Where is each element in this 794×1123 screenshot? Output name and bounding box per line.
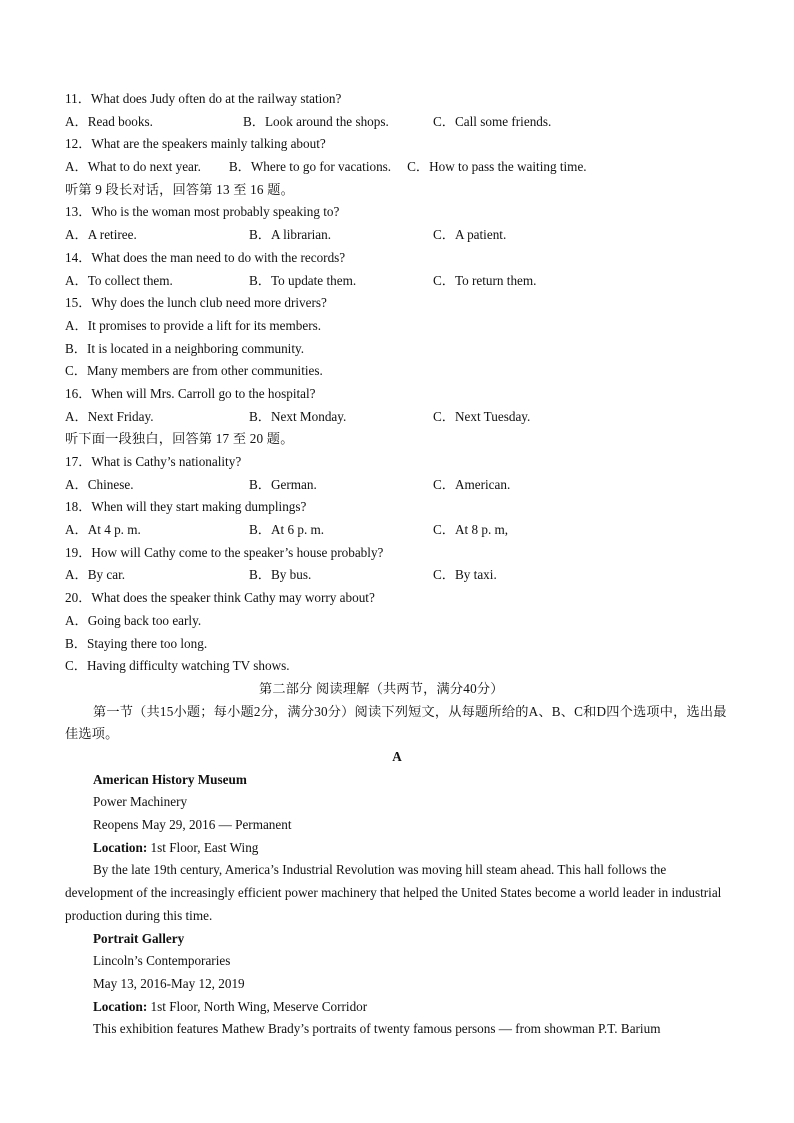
option-c: C．A patient. bbox=[433, 227, 507, 243]
option-c: C．Next Tuesday. bbox=[433, 408, 531, 424]
option-b: B．German. bbox=[249, 476, 317, 492]
options-18 bbox=[0, 519, 794, 542]
option-a: A．Next Friday. bbox=[65, 408, 154, 424]
options-19 bbox=[0, 564, 794, 587]
option-15-c: C．Many members are from other communities. bbox=[65, 363, 323, 379]
section-one-instruction bbox=[0, 701, 794, 746]
option-20-a: A．Going back too early. bbox=[65, 612, 202, 628]
exhibit-1-description-text: By the late 19th century, America’s Industrial Revolution was moving hill steam ahead. This hall follows the development of the increasingly efficient power machinery that helped the United States become a world leader in industrial production during this time. bbox=[65, 862, 722, 923]
question-14: 14．What does the man need to do with the records? bbox=[65, 249, 346, 265]
exhibit-1-location bbox=[0, 837, 794, 860]
document-page bbox=[0, 88, 794, 1041]
exhibit-2-description: This exhibition features Mathew Brady’s portraits of twenty famous persons — from showman P.T. Barium bbox=[93, 1021, 661, 1037]
options-12 bbox=[0, 156, 794, 179]
exhibit-1-dates: Reopens May 29, 2016 — Permanent bbox=[93, 817, 292, 833]
portrait-gallery-title: Portrait Gallery bbox=[93, 930, 185, 946]
option-15-a: A．It promises to provide a lift for its members. bbox=[65, 317, 322, 333]
option-b: B．Where to go for vacations. bbox=[228, 159, 392, 175]
passage-letter: A bbox=[392, 748, 402, 764]
option-a: A．A retiree. bbox=[65, 227, 137, 243]
location-value: 1st Floor, North Wing, Meserve Corridor bbox=[147, 998, 368, 1014]
question-16: 16．When will Mrs. Carroll go to the hospital? bbox=[65, 385, 316, 401]
part-two-title: 第二部分 阅读理解（共两节，满分40分） bbox=[259, 680, 504, 696]
question-20: 20．What does the speaker think Cathy may worry about? bbox=[65, 590, 375, 606]
section-one-instruction-text: 第一节（共15小题；每小题2分，满分30分）阅读下列短文，从每题所给的A、B、C和D四个选项中，选出最佳选项。 bbox=[65, 703, 727, 742]
exhibit-1-description bbox=[0, 859, 794, 927]
option-b: B．Next Monday. bbox=[249, 408, 347, 424]
options-17 bbox=[0, 474, 794, 497]
option-b: B．By bus. bbox=[249, 567, 312, 583]
exhibit-1-title: Power Machinery bbox=[93, 794, 188, 810]
options-11 bbox=[0, 111, 794, 134]
location-value: 1st Floor, East Wing bbox=[147, 839, 259, 855]
exhibit-2-location bbox=[0, 996, 794, 1019]
question-13: 13．Who is the woman most probably speaking to? bbox=[65, 204, 340, 220]
option-c: C．American. bbox=[433, 476, 511, 492]
question-15: 15．Why does the lunch club need more drivers? bbox=[65, 295, 327, 311]
option-c: C．By taxi. bbox=[433, 567, 497, 583]
option-b: B．At 6 p. m. bbox=[249, 522, 325, 538]
option-a: A．Chinese. bbox=[65, 476, 134, 492]
options-16 bbox=[0, 406, 794, 429]
museum-title: American History Museum bbox=[93, 771, 247, 787]
options-13 bbox=[0, 224, 794, 247]
location-label: Location: bbox=[93, 839, 148, 855]
question-18: 18．When will they start making dumplings? bbox=[65, 499, 307, 515]
options-14 bbox=[0, 270, 794, 293]
option-a: A．By car. bbox=[65, 567, 126, 583]
option-15-b: B．It is located in a neighboring community. bbox=[65, 340, 305, 356]
option-c: C．Call some friends. bbox=[433, 113, 552, 129]
option-a: A．At 4 p. m. bbox=[65, 522, 141, 538]
question-11: 11．What does Judy often do at the railway station? bbox=[65, 91, 342, 106]
option-a: A．What to do next year. bbox=[65, 159, 201, 175]
question-12: 12．What are the speakers mainly talking about? bbox=[65, 136, 326, 152]
option-c: C．To return them. bbox=[433, 272, 537, 288]
monologue-instruction: 听下面一段独白，回答第 17 至 20 题。 bbox=[65, 431, 294, 447]
question-19: 19．How will Cathy come to the speaker’s house probably? bbox=[65, 544, 384, 560]
option-c: C．At 8 p. m, bbox=[433, 522, 509, 538]
option-b: B．A librarian. bbox=[249, 227, 332, 243]
option-20-c: C．Having difficulty watching TV shows. bbox=[65, 658, 290, 674]
option-a: A．To collect them. bbox=[65, 272, 173, 288]
dialogue-9-instruction: 听第 9 段长对话，回答第 13 至 16 题。 bbox=[65, 181, 294, 197]
option-b: B．To update them. bbox=[249, 272, 357, 288]
option-b: B．Look around the shops. bbox=[243, 113, 389, 129]
option-c: C．How to pass the waiting time. bbox=[407, 159, 587, 175]
option-a: A．Read books. bbox=[65, 113, 153, 129]
option-20-b: B．Staying there too long. bbox=[65, 635, 208, 651]
exhibit-2-dates: May 13, 2016-May 12, 2019 bbox=[93, 975, 245, 991]
question-17: 17．What is Cathy’s nationality? bbox=[65, 454, 242, 469]
location-label: Location: bbox=[93, 998, 148, 1014]
exhibit-2-title: Lincoln’s Contemporaries bbox=[93, 953, 231, 969]
